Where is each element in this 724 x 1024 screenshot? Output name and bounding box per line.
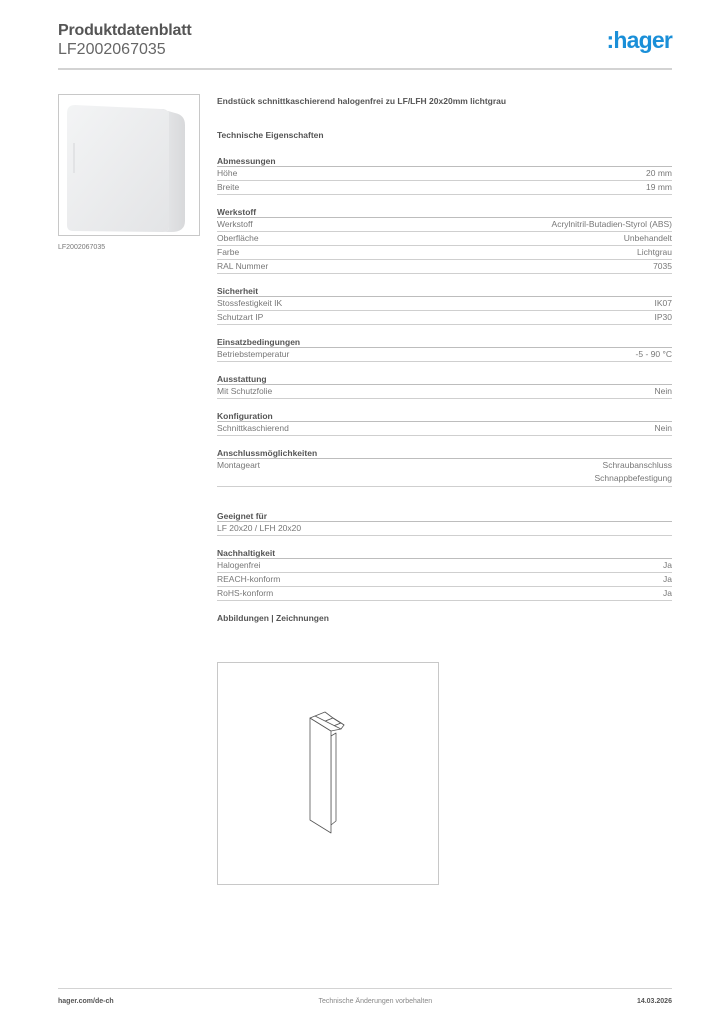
spec-value: Nein <box>654 423 672 433</box>
product-photo-caption: LF2002067035 <box>58 244 106 251</box>
footer-notice: Technische Änderungen vorbehalten <box>318 998 433 1005</box>
spec-row <box>217 348 672 362</box>
technical-properties-title: Technische Eigenschaften <box>217 130 324 140</box>
product-photo-icon <box>59 95 200 236</box>
spec-label: Halogenfrei <box>217 560 261 570</box>
spec-row <box>217 522 672 536</box>
spec-value: Acrylnitril-Butadien-Styrol (ABS) <box>551 219 672 229</box>
page-title: Produktdatenblatt <box>58 22 192 39</box>
spec-value: -5 - 90 °C <box>635 349 672 359</box>
spec-row <box>217 422 672 436</box>
spec-value: Ja <box>663 560 672 570</box>
header-divider <box>58 68 672 70</box>
spec-value: Nein <box>654 386 672 396</box>
spec-label: Stossfestigkeit IK <box>217 298 283 308</box>
spec-value: 20 mm <box>646 168 672 178</box>
spec-value: Schraubanschluss <box>602 460 672 470</box>
spec-row <box>217 167 672 181</box>
spec-label: Farbe <box>217 247 240 257</box>
technical-drawing <box>217 662 439 885</box>
footer-date: 14.03.2026 <box>636 998 672 1005</box>
spec-label: REACH-konform <box>217 574 281 584</box>
spec-label: Montageart <box>217 460 260 470</box>
section-geeignet-fuer <box>217 510 672 536</box>
spec-row <box>217 181 672 195</box>
spec-label: LF 20x20 / LFH 20x20 <box>217 523 302 533</box>
section-nachhaltigkeit <box>217 547 672 601</box>
spec-value: IK07 <box>654 298 672 308</box>
spec-value-group <box>594 459 672 486</box>
section-title: Werkstoff <box>217 206 672 218</box>
product-photo <box>58 94 200 236</box>
spec-value: Ja <box>663 588 672 598</box>
spec-row <box>217 232 672 246</box>
spec-value: 7035 <box>653 261 672 271</box>
spec-row <box>217 218 672 232</box>
spec-value: Lichtgrau <box>637 247 672 257</box>
spec-content <box>217 96 672 631</box>
website-link[interactable]: hager.com/de-ch <box>58 998 114 1005</box>
spec-value: Schnappbefestigung <box>594 473 672 483</box>
section-ausstattung <box>217 373 672 399</box>
section-title: Nachhaltigkeit <box>217 547 672 559</box>
spec-label: Mit Schutzfolie <box>217 386 273 396</box>
spec-row <box>217 260 672 274</box>
spec-row <box>217 587 672 601</box>
spec-row <box>217 385 672 399</box>
spec-label: Schnittkaschierend <box>217 423 289 433</box>
section-abmessungen <box>217 155 672 195</box>
page-header <box>58 22 672 70</box>
footer-divider <box>58 988 672 989</box>
spec-value: Unbehandelt <box>623 233 672 243</box>
product-description: Endstück schnittkaschierend halogenfrei zu LF/LFH 20x20mm lichtgrau <box>217 96 507 106</box>
spec-label: RoHS-konform <box>217 588 274 598</box>
page-footer <box>58 998 672 1005</box>
section-anschlussmoeglichkeiten <box>217 447 672 487</box>
spec-label: Oberfläche <box>217 233 259 243</box>
section-title: Abmessungen <box>217 155 672 167</box>
section-sicherheit <box>217 285 672 325</box>
spec-label: Breite <box>217 182 240 192</box>
technical-drawing-icon <box>218 663 438 884</box>
spec-row <box>217 297 672 311</box>
spec-row <box>217 459 672 487</box>
spec-row <box>217 246 672 260</box>
section-title: Einsatzbedingungen <box>217 336 672 348</box>
spec-label: RAL Nummer <box>217 261 269 271</box>
spec-row <box>217 573 672 587</box>
product-number: LF2002067035 <box>58 41 166 58</box>
figures-title: Abbildungen | Zeichnungen <box>217 613 329 623</box>
spec-label: Werkstoff <box>217 219 253 229</box>
section-einsatzbedingungen <box>217 336 672 362</box>
spec-value: Ja <box>663 574 672 584</box>
spec-label: Schutzart IP <box>217 312 264 322</box>
spec-value: IP30 <box>654 312 672 322</box>
spec-label: Höhe <box>217 168 238 178</box>
spec-row <box>217 311 672 325</box>
section-konfiguration <box>217 410 672 436</box>
section-title: Ausstattung <box>217 373 672 385</box>
spec-row <box>217 559 672 573</box>
spec-label: Betriebstemperatur <box>217 349 290 359</box>
spec-value: 19 mm <box>646 182 672 192</box>
hager-logo: :hager <box>606 27 672 53</box>
spacer <box>217 498 672 510</box>
section-werkstoff <box>217 206 672 274</box>
section-title: Sicherheit <box>217 285 672 297</box>
section-title: Konfiguration <box>217 410 672 422</box>
section-title: Geeignet für <box>217 510 672 522</box>
section-title: Anschlussmöglichkeiten <box>217 447 672 459</box>
